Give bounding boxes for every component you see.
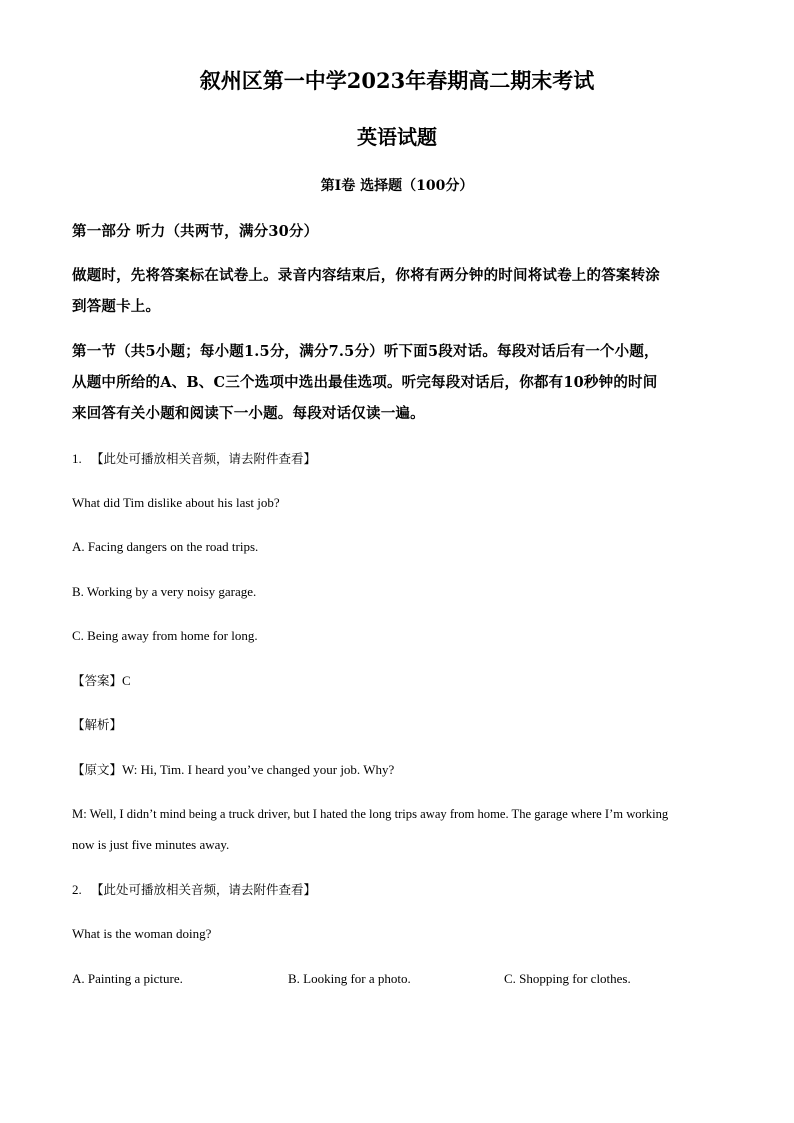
answer-value: C	[122, 673, 131, 688]
q1-option-a: A. Facing dangers on the road trips.	[72, 539, 259, 554]
q2-audio-note: 【此处可播放相关音频，请去附件查看】	[91, 882, 317, 897]
q2-number: 2.	[72, 882, 82, 897]
q2-header	[72, 880, 732, 900]
section1-line-3: 来回答有关小题和阅读下一小题。每段对话仅读一遍。	[72, 405, 425, 422]
q1-question: What did Tim dislike about his last job?	[72, 495, 280, 510]
q2-options	[72, 969, 732, 989]
q2-option-a: A. Painting a picture.	[72, 971, 183, 986]
q1-answer	[72, 671, 732, 691]
q1-number: 1.	[72, 451, 82, 466]
section1-line-1: 第一节（共5小题；每小题1.5分，满分7.5分）听下面5段对话。每段对话后有一个小题，	[72, 343, 659, 360]
q2-question: What is the woman doing?	[72, 926, 212, 941]
q1-header	[72, 449, 732, 469]
instruction-line-1: 做题时，先将答案标在试卷上。录音内容结束后，你将有两分钟的时间将试卷上的答案转涂	[72, 267, 660, 284]
instruction-line-2: 到答题卡上。	[72, 298, 161, 315]
transcript-w-text: W: Hi, Tim. I heard you’ve changed your job. Why?	[122, 762, 395, 777]
exam-title: 叙州区第一中学2023年春期高二期末考试	[199, 68, 595, 93]
q1-analysis	[72, 715, 732, 735]
q1-option-b: B. Working by a very noisy garage.	[72, 584, 257, 599]
q1-transcript-m-line-1: M: Well, I didn’t mind being a truck driver, but I hated the long trips away from home. The garage where I’m working	[72, 807, 669, 821]
q2-option-c: C. Shopping for clothes.	[504, 971, 631, 986]
section1-line-2: 从题中所给的A、B、C三个选项中选出最佳选项。听完每段对话后，你都有10秒钟的时间	[72, 374, 658, 391]
q1-audio-note: 【此处可播放相关音频，请去附件查看】	[91, 451, 317, 466]
exam-subtitle: 英语试题	[357, 125, 437, 149]
part1-heading: 第一部分 听力（共两节，满分30分）	[72, 223, 319, 240]
q1-transcript-m-line-2: now is just five minutes away.	[72, 837, 230, 852]
transcript-label: 【原文】	[72, 762, 123, 777]
volume-heading: 第I卷 选择题（100分）	[320, 178, 474, 194]
q1-option-c: C. Being away from home for long.	[72, 628, 258, 643]
answer-label: 【答案】	[72, 673, 123, 688]
q2-option-b: B. Looking for a photo.	[288, 971, 411, 986]
q1-transcript-w	[72, 760, 732, 780]
analysis-label: 【解析】	[72, 717, 123, 732]
